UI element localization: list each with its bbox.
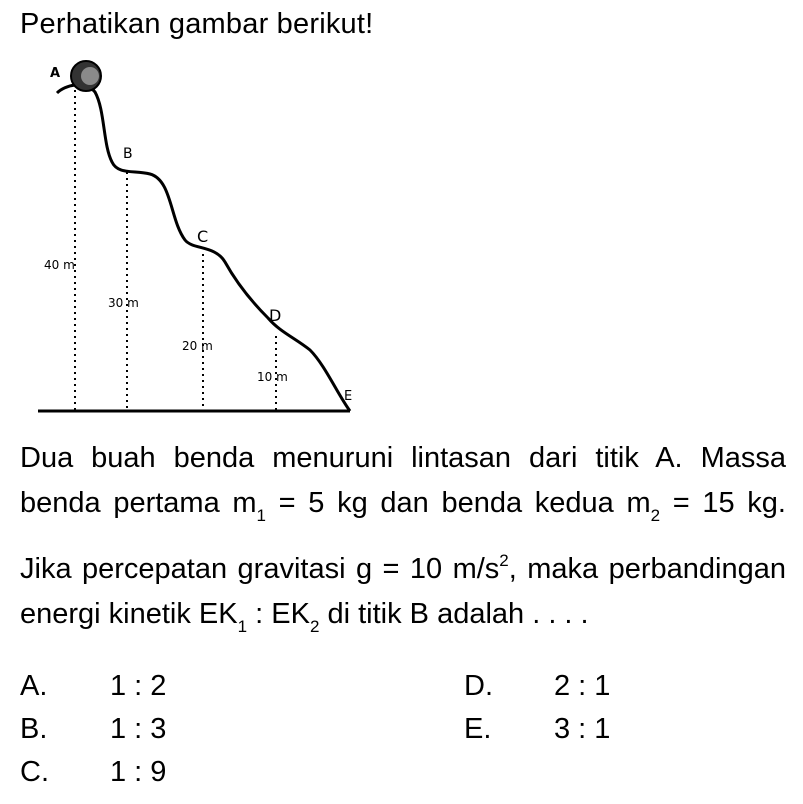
question-text: Dua buah benda menuruni lintasan dari titik A. Massa benda pertama $m_1 = 5$ kg dan benda kedua $m_2 = 15$ kg. Jika percepatan gravitasi g = 10 $m/s^2$, maka perbandingan energi kinetik $EK_1$ : $EK_2$ di titik B adalah . . . . [20,442,786,636]
point-label-c: C [197,227,209,246]
point-label-d: D [269,306,282,325]
slope-figure [0,50,400,420]
point-label-a: A [50,66,61,81]
option-c[interactable]: C. 1 : 9 [20,756,167,788]
height-label-40: 40 m [44,258,75,272]
height-label-10: 10 m [257,370,288,384]
height-label-20: 20 m [182,339,213,353]
point-label-b: B [123,146,133,162]
page-title: Perhatikan gambar berikut! [20,8,374,40]
option-e[interactable]: E. 3 : 1 [464,713,611,745]
height-label-30: 30 m [108,296,139,310]
option-b[interactable]: B. 1 : 3 [20,713,167,745]
option-d[interactable]: D. 2 : 1 [464,670,611,702]
point-label-e: E [344,389,353,404]
option-a[interactable]: A. 1 : 2 [20,670,167,702]
